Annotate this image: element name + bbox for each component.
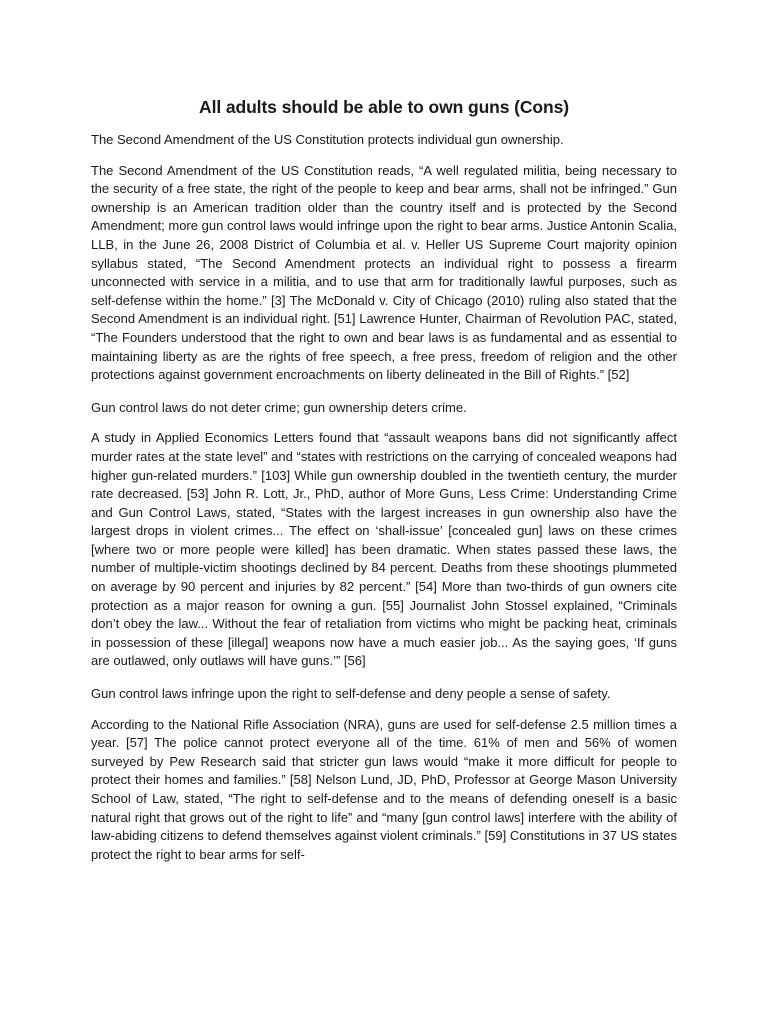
document-title: All adults should be able to own guns (Cons)	[199, 97, 569, 117]
section-heading-second-amendment: The Second Amendment of the US Constitution protects individual gun ownership.	[91, 132, 564, 147]
document-page	[91, 0, 677, 864]
section-heading-self-defense: Gun control laws infringe upon the right to self-defense and deny people a sense of safety.	[91, 686, 611, 702]
section-body-self-defense: According to the National Rifle Association (NRA), guns are used for self-defense 2.5 million times a year. [57] The police cannot protect everyone all of the time. 61% of men and 56% of women surveyed by Pew Research said that stricter gun laws would “make it more difficult for people to protect their homes and families.” [58] Nelson Lund, JD, PhD, Professor at George Mason University School of Law, stated, “The right to self-defense and to the means of defending oneself is a basic natural right that grows out of the right to life” and “many [gun control laws] interfere with the ability of law-abiding citizens to defend themselves against violent criminals.” [59] Constitutions in 37 US states protect the right to bear arms for self-	[91, 716, 677, 862]
section-body-second-amendment: The Second Amendment of the US Constitution reads, “A well regulated militia, being necessary to the security of a free state, the right of the people to keep and bear arms, shall not be infringed.” Gun ownership is an American tradition older than the country itself and is protected by the Second Amendment; more gun control laws would infringe upon the right to bear arms. Justice Antonin Scalia, LLB, in the June 26, 2008 District of Columbia et al. v. Heller US Supreme Court majority opinion syllabus stated, “The Second Amendment protects an individual right to possess a firearm unconnected with service in a militia, and to use that arm for traditionally lawful purposes, such as self-defense within the home.” [3] The McDonald v. City of Chicago (2010) ruling also stated that the Second Amendment is an individual right. [51] Lawrence Hunter, Chairman of Revolution PAC, stated, “The Founders understood that the right to own and bear laws is as fundamental and as essential to maintaining liberty as are the rights of free speech, a free press, freedom of religion and the other protections against government encroachments on liberty delineated in the Bill of Rights.” [52]	[91, 162, 677, 383]
section-heading-deter-crime: Gun control laws do not deter crime; gun ownership deters crime.	[91, 399, 467, 415]
section-body-deter-crime: A study in Applied Economics Letters found that “assault weapons bans did not significantly affect murder rates at the state level” and “states with restrictions on the carrying of concealed weapons had higher gun-related murders.” [103] While gun ownership doubled in the twentieth century, the murder rate decreased. [53] John R. Lott, Jr., PhD, author of More Guns, Less Crime: Understanding Crime and Gun Control Laws, stated, “States with the largest increases in gun ownership also have the largest drops in violent crimes... The effect on ‘shall-issue’ [concealed gun] laws on these crimes [where two or more people were killed] has been dramatic. When states passed these laws, the number of multiple-victim shootings declined by 84 percent. Deaths from these shootings plummeted on average by 90 percent and injuries by 82 percent.” [54] More than two-thirds of gun owners cite protection as a major reason for owning a gun. [55] Journalist John Stossel explained, “Criminals don’t obey the law... Without the fear of retaliation from victims who might be packing heat, criminals in possession of these [illegal] weapons now have a much easier job... As the saying goes, ‘If guns are outlawed, only outlaws will have guns.’” [56]	[91, 430, 677, 669]
